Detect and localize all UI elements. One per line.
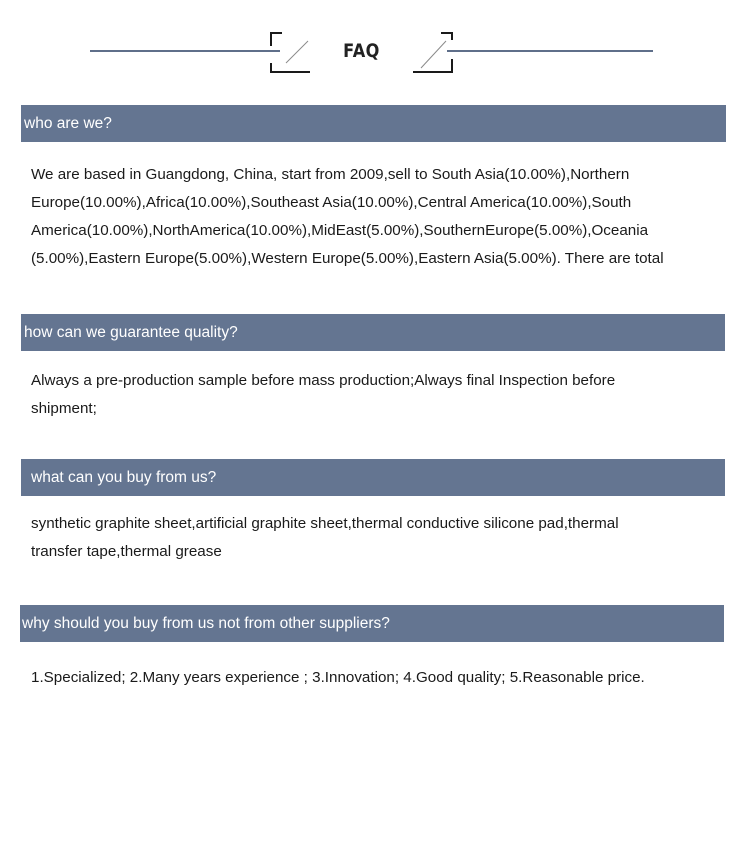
question-bar bbox=[21, 105, 726, 142]
faq-header bbox=[0, 0, 750, 90]
page-title: FAQ bbox=[343, 40, 380, 62]
answer-text bbox=[31, 510, 731, 566]
answer-line: Europe(10.00%),Africa(10.00%),Southeast Asia(10.00%),Central America(10.00%),South bbox=[31, 194, 632, 211]
header-rule-right bbox=[447, 50, 653, 52]
answer-line: shipment; bbox=[31, 400, 97, 417]
question-bar bbox=[20, 605, 724, 642]
answer-line: (5.00%),Eastern Europe(5.00%),Western Europe(5.00%),Eastern Asia(5.00%). There are total bbox=[31, 250, 664, 267]
answer-line: 1.Specialized; 2.Many years experience ; 3.Innovation; 4.Good quality; 5.Reasonable price. bbox=[31, 669, 645, 686]
question-text: what can you buy from us? bbox=[31, 469, 217, 486]
question-bar bbox=[21, 459, 725, 496]
answer-text bbox=[31, 367, 731, 423]
question-bar bbox=[21, 314, 725, 351]
answer-line: Always a pre-production sample before mass production;Always final Inspection before bbox=[31, 372, 616, 389]
question-text: how can we guarantee quality? bbox=[24, 324, 238, 341]
question-text: why should you buy from us not from other suppliers? bbox=[22, 615, 390, 632]
header-rule-left bbox=[90, 50, 280, 52]
question-text: who are we? bbox=[24, 115, 112, 132]
answer-line: transfer tape,thermal grease bbox=[31, 543, 222, 560]
answer-line: synthetic graphite sheet,artificial graphite sheet,thermal conductive silicone pad,thermal bbox=[31, 515, 619, 532]
answer-line: America(10.00%),NorthAmerica(10.00%),MidEast(5.00%),SouthernEurope(5.00%),Oceania bbox=[31, 222, 649, 239]
answer-text bbox=[31, 664, 731, 692]
answer-text bbox=[31, 161, 731, 273]
answer-line: We are based in Guangdong, China, start from 2009,sell to South Asia(10.00%),Northern bbox=[31, 166, 630, 183]
